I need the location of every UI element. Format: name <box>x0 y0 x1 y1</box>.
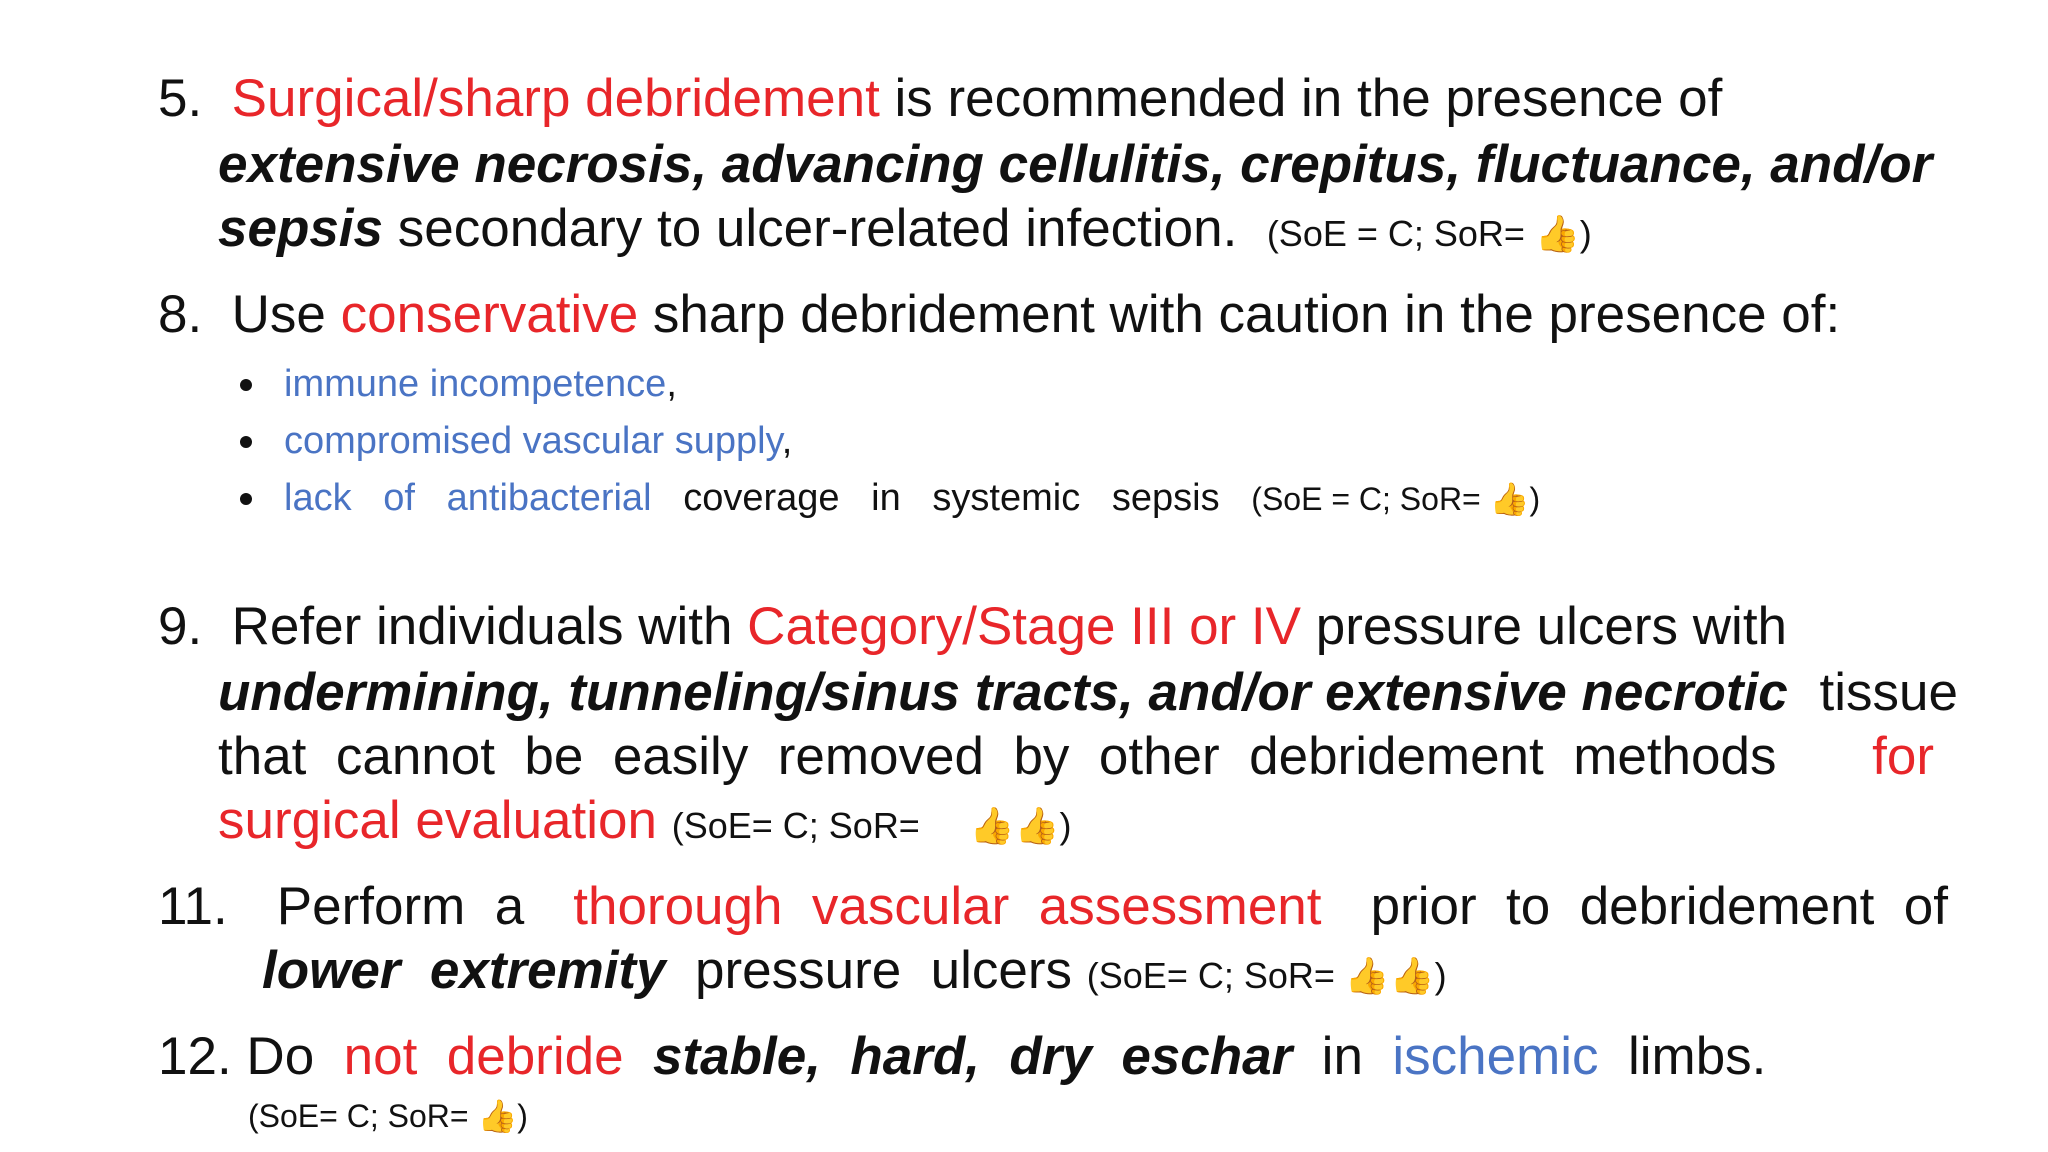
item12-emphasis: stable, hard, dry eschar <box>653 1027 1293 1086</box>
item9-red-text: Category/Stage III or IV <box>747 597 1302 656</box>
item11-line2 <box>262 938 1447 1010</box>
item5-evidence <box>1267 213 1592 254</box>
item9-line3-for: for <box>1872 727 1934 786</box>
item12-red-text: not debride <box>343 1027 624 1086</box>
item5-red-text: Surgical/sharp debridement <box>231 69 880 128</box>
item11-pre: Perform a <box>276 877 525 936</box>
item11-soe: (SoE= C; SoR= <box>1086 955 1335 996</box>
bullet-dot <box>240 379 252 391</box>
item8-bullet1 <box>284 356 677 412</box>
item9-close: ) <box>1059 805 1072 846</box>
item11-lower-extremity: lower extremity <box>262 941 666 1000</box>
item8-use: Use <box>231 285 341 344</box>
item9-pre: Refer individuals with <box>231 597 748 656</box>
item12-soe: (SoE= C; SoR= <box>248 1098 469 1134</box>
item5-line3-text: secondary to ulcer-related infection. <box>383 199 1238 258</box>
item5-soe: (SoE = C; SoR= <box>1266 213 1525 254</box>
item9-text: pressure ulcers with <box>1301 597 1788 656</box>
bullet-dot <box>240 436 252 448</box>
item11-red-text: thorough vascular assessment <box>573 877 1322 936</box>
item8-bullet3-text: lack of antibacterial <box>284 477 652 519</box>
item12-evidence <box>248 1092 528 1140</box>
item5-text: is recommended in the presence of <box>879 69 1723 128</box>
item8-bullet3 <box>284 470 1540 527</box>
item9-surgical-evaluation: surgical evaluation <box>218 791 657 850</box>
item8-bullet1-text: immune incompetence <box>284 363 667 405</box>
item5-line3 <box>218 196 1592 268</box>
item5-number: 5. <box>158 69 203 128</box>
item8-bullet2-comma: , <box>781 420 793 462</box>
item8-red-text: conservative <box>340 285 639 344</box>
item9-line2-emphasis: undermining, tunneling/sinus tracts, and/or extensive necrotic <box>218 663 1788 722</box>
item8-soe: (SoE = C; SoR= <box>1251 481 1481 517</box>
item9-line3 <box>218 724 1934 790</box>
item11-line2-text: pressure ulcers <box>665 941 1073 1000</box>
item8-number: 8. <box>158 285 203 344</box>
item11-line1 <box>158 874 1948 940</box>
item5-line2: extensive necrosis, advancing cellulitis, crepitus, fluctuance, and/or <box>218 135 1933 194</box>
item8-text: sharp debridement with caution in the presence of: <box>638 285 1841 344</box>
item9-number: 9. <box>158 597 203 656</box>
item8-bullet1-comma: , <box>666 363 677 405</box>
thumbs-up-icon: 👍 <box>477 1097 518 1135</box>
item8-close: ) <box>1529 481 1541 517</box>
thumbs-up-icon: 👍 <box>1489 480 1530 518</box>
item8-bullet2 <box>284 413 792 469</box>
item5-close: ) <box>1579 213 1592 254</box>
item9-soe: (SoE= C; SoR= <box>671 805 920 846</box>
item12-line1 <box>158 1024 1766 1090</box>
item9-line4 <box>218 788 1072 860</box>
item9-line1 <box>158 594 1787 660</box>
bullet-dot <box>240 493 252 505</box>
item9-line3-text: that cannot be easily removed by other debridement methods <box>218 727 1777 786</box>
thumbs-up-icon: 👍👍 <box>1344 956 1435 997</box>
item9-line2 <box>218 660 1958 726</box>
thumbs-up-icon: 👍 <box>1534 214 1580 255</box>
item9-line2-tissue: tissue <box>1819 663 1958 722</box>
item12-do: Do <box>246 1027 344 1086</box>
item8-evidence <box>1251 481 1540 517</box>
item5-line1 <box>158 66 1722 132</box>
item12-limbs: limbs. <box>1598 1027 1767 1086</box>
thumbs-up-icon: 👍👍 <box>969 806 1060 847</box>
item12-ischemic: ischemic <box>1392 1027 1599 1086</box>
item9-evidence <box>672 805 1072 846</box>
item12-in: in <box>1292 1027 1393 1086</box>
item12-close: ) <box>517 1098 528 1134</box>
item11-evidence <box>1087 955 1447 996</box>
item8-bullet3-rest: coverage in systemic sepsis <box>651 477 1220 519</box>
item11-number: 11. <box>158 877 228 936</box>
item12-number: 12. <box>158 1027 232 1086</box>
item5-sepsis: sepsis <box>218 199 384 258</box>
item11-close: ) <box>1434 955 1447 996</box>
item8-line1 <box>158 282 1840 348</box>
item8-bullet2-text: compromised vascular supply <box>284 420 782 462</box>
item11-text: prior to debridement of <box>1370 877 1948 936</box>
